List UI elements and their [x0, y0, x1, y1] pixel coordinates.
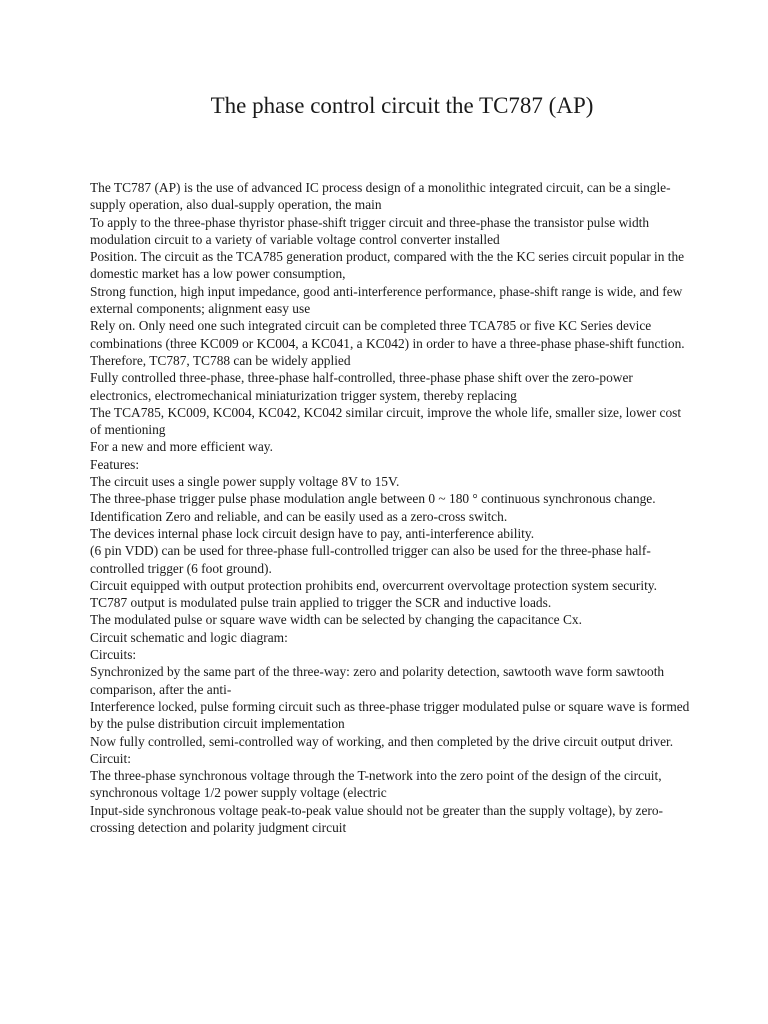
- paragraph: Identification Zero and reliable, and can be easily used as a zero-cross switch.: [90, 508, 508, 524]
- paragraph: The three-phase synchronous voltage through the T-network into the zero point of the design of the circuit, synchronous voltage 1/2 power supply voltage (electric: [90, 768, 662, 801]
- document-body: [90, 179, 690, 836]
- section-heading-circuits: Circuits:: [90, 647, 137, 663]
- paragraph: Fully controlled three-phase, three-phase half-controlled, three-phase phase shift over the zero-power electronics, electromechanical miniaturization trigger system, thereby replacing: [90, 370, 633, 403]
- paragraph: Interference locked, pulse forming circuit such as three-phase trigger modulated pulse or square wave is formed by the pulse distribution circuit implementation: [90, 698, 690, 732]
- section-heading-schematic: Circuit schematic and logic diagram:: [90, 629, 288, 645]
- paragraph: Strong function, high input impedance, good anti-interference performance, phase-shift range is wide, and few external components; alignment easy use: [90, 283, 683, 317]
- section-heading-features: Features:: [90, 456, 140, 472]
- paragraph: The three-phase trigger pulse phase modulation angle between 0 ~ 180 ° continuous synchronous change.: [90, 491, 656, 507]
- paragraph: To apply to the three-phase thyristor phase-shift trigger circuit and three-phase the transistor pulse width modulation circuit to a variety of variable voltage control converter installed: [90, 214, 650, 247]
- paragraph: Input-side synchronous voltage peak-to-peak value should not be greater than the supply voltage), by zero-crossing detection and polarity judgment circuit: [90, 802, 664, 835]
- paragraph: (6 pin VDD) can be used for three-phase full-controlled trigger can also be used for the three-phase half-controlled trigger (6 foot ground).: [90, 543, 651, 576]
- paragraph: For a new and more efficient way.: [90, 439, 273, 455]
- page-title: The phase control circuit the TC787 (AP): [210, 93, 594, 118]
- paragraph: The TC787 (AP) is the use of advanced IC process design of a monolithic integrated circuit, can be a single-supply operation, also dual-supply operation, the main: [90, 180, 671, 213]
- paragraph: The TCA785, KC009, KC004, KC042, KC042 similar circuit, improve the whole life, smaller size, lower cost of mentioning: [90, 404, 682, 438]
- paragraph: Position. The circuit as the TCA785 generation product, compared with the the KC series circuit popular in the domestic market has a low power consumption,: [90, 249, 685, 282]
- paragraph: Circuit equipped with output protection prohibits end, overcurrent overvoltage protection system security.: [90, 577, 657, 593]
- section-heading-circuit: Circuit:: [90, 750, 131, 766]
- paragraph: The devices internal phase lock circuit design have to pay, anti-interference ability.: [90, 525, 535, 541]
- paragraph: Now fully controlled, semi-controlled way of working, and then completed by the drive circuit output driver.: [90, 733, 674, 749]
- paragraph: Synchronized by the same part of the three-way: zero and polarity detection, sawtooth wave form sawtooth comparison, after the anti-: [90, 664, 665, 697]
- paragraph: The modulated pulse or square wave width can be selected by changing the capacitance Cx.: [90, 612, 582, 628]
- paragraph: Rely on. Only need one such integrated circuit can be completed three TCA785 or five KC Series device combinations (three KC009 or KC004, a KC041, a KC042) in order to have a three-phase phase-shift function. Therefore, TC787, TC788 can be widely applied: [90, 318, 685, 368]
- paragraph: The circuit uses a single power supply voltage 8V to 15V.: [90, 474, 400, 490]
- paragraph: TC787 output is modulated pulse train applied to trigger the SCR and inductive loads.: [90, 595, 552, 611]
